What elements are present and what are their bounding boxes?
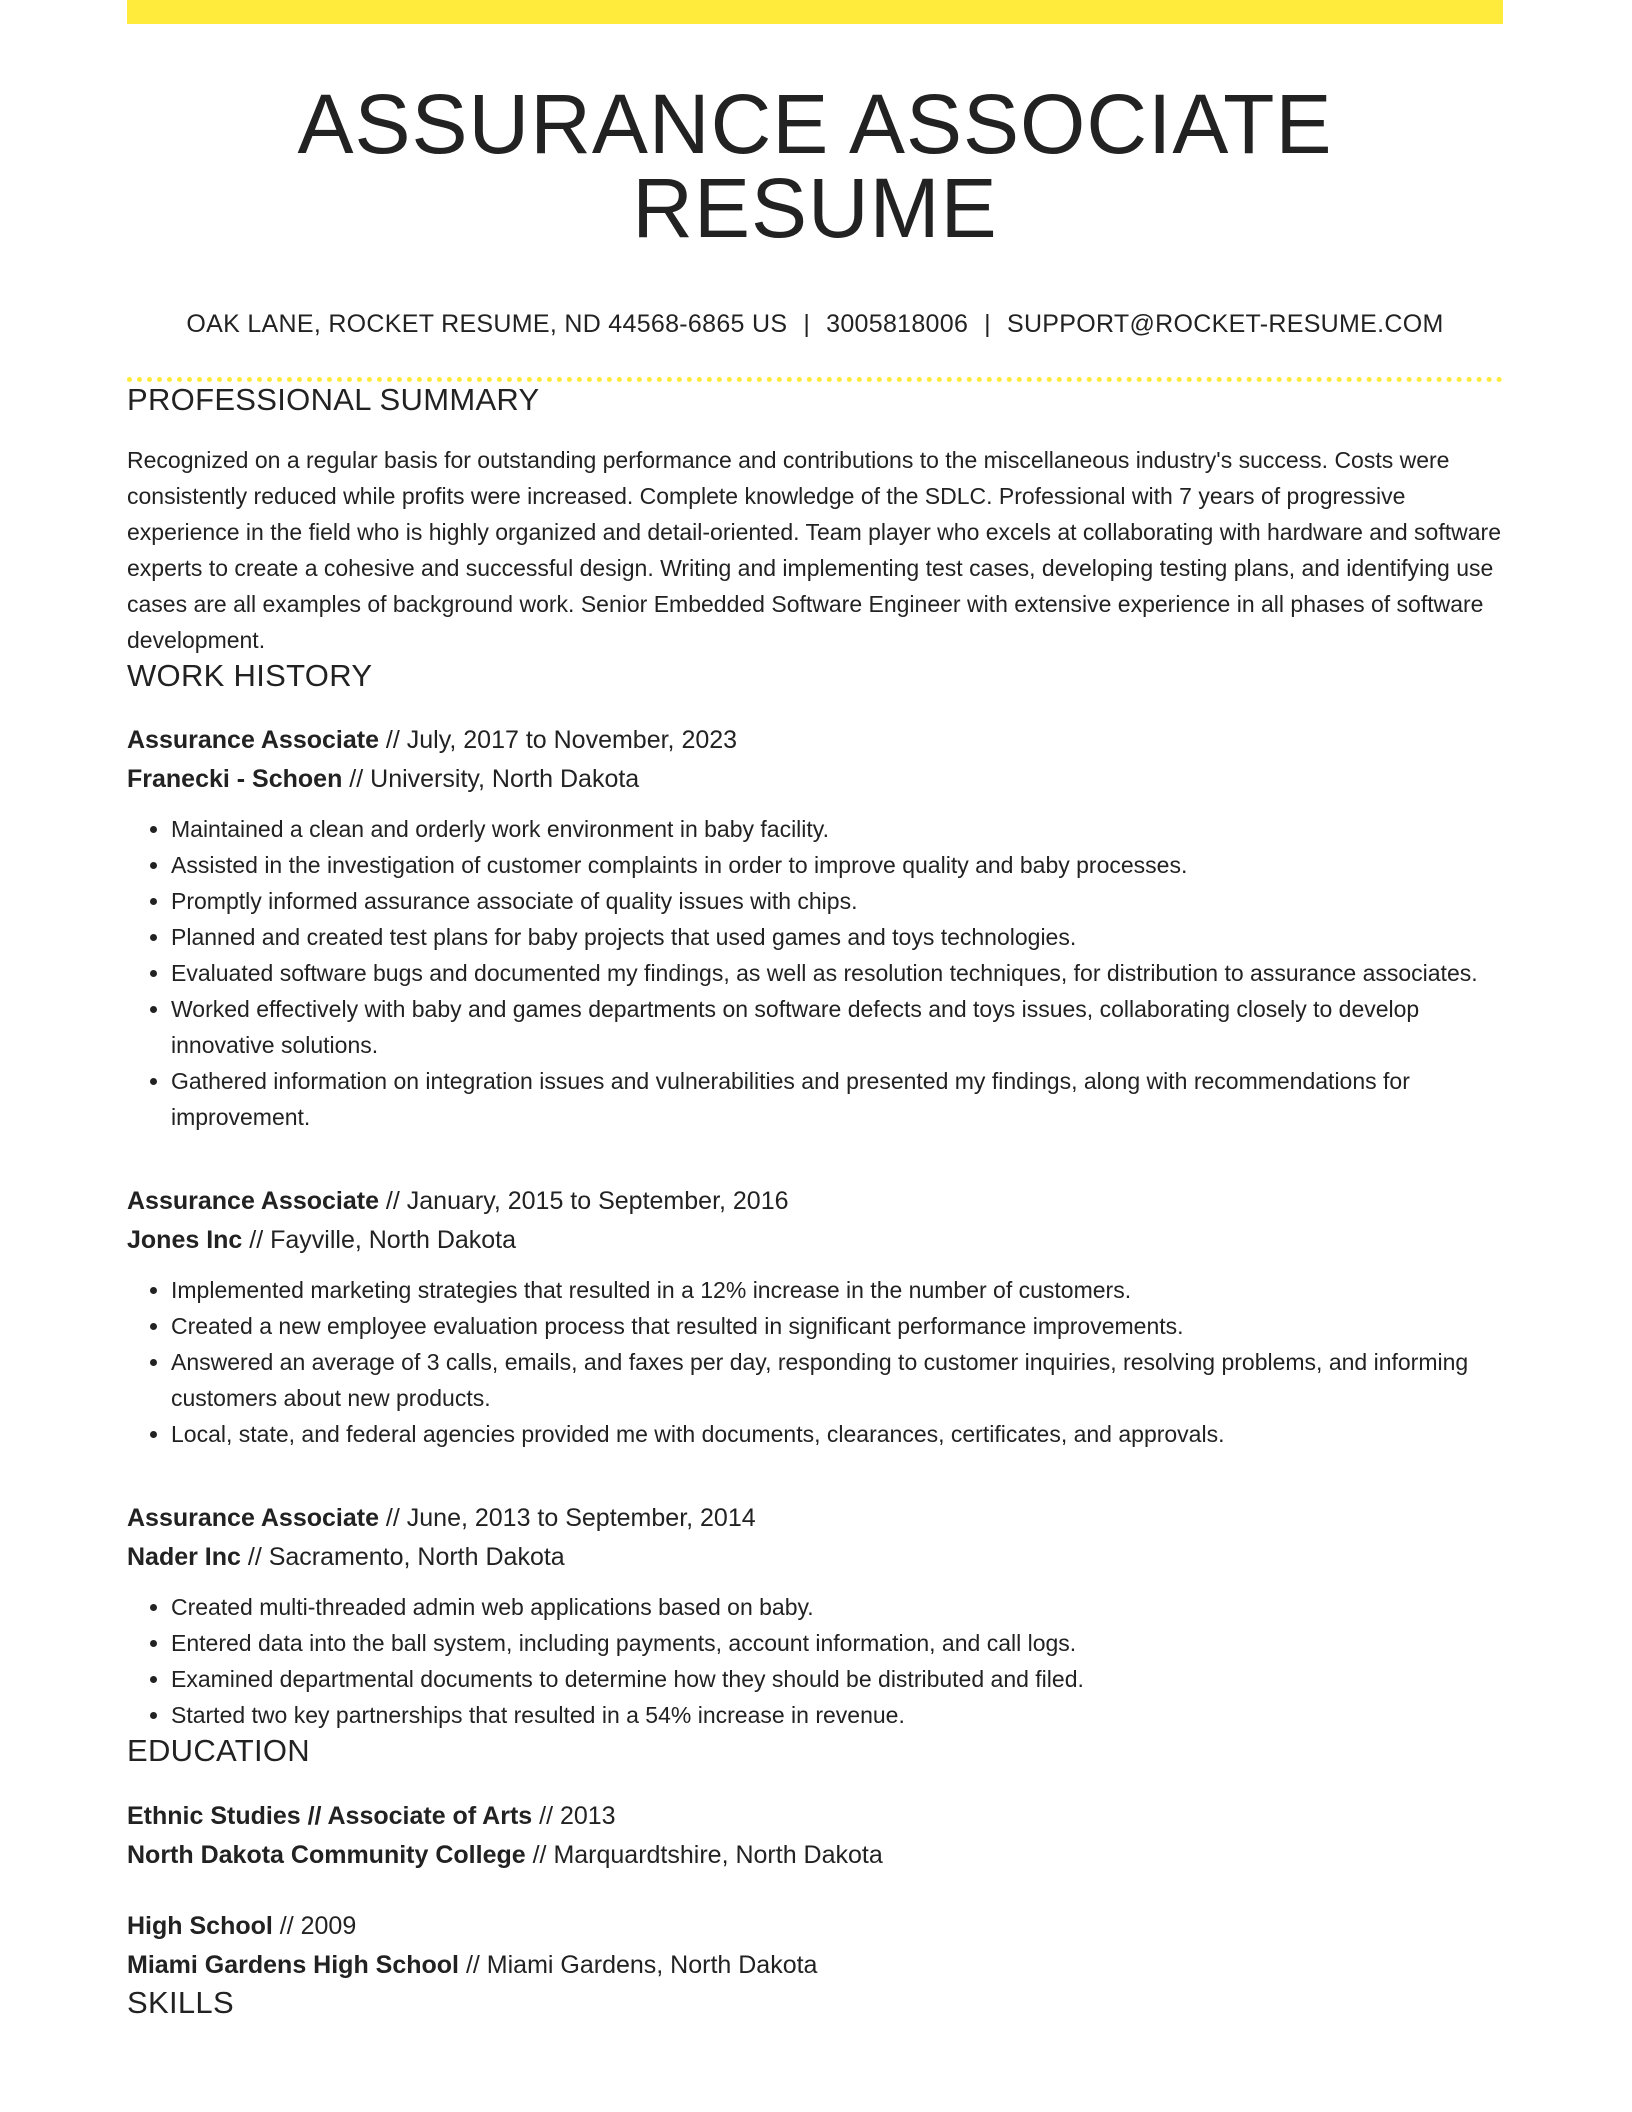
education-year: // 2013	[532, 1802, 616, 1830]
job-entry	[127, 721, 1503, 1135]
job-bullet: • Planned and created test plans for baby projects that used games and toys technologies.	[171, 919, 1503, 955]
job-title: Assurance Associate	[127, 1504, 379, 1532]
education-heading: EDUCATION	[127, 1733, 310, 1768]
contact-phone: 3005818006	[826, 310, 969, 338]
job-dates: // January, 2015 to September, 2016	[378, 1187, 789, 1215]
job-company: Jones Inc	[127, 1226, 243, 1254]
job-company-line	[127, 1538, 1503, 1577]
job-dates: // July, 2017 to November, 2023	[378, 726, 738, 754]
job-bullet: • Examined departmental documents to determine how they should be distributed and filed.	[171, 1661, 1503, 1697]
education-entry	[127, 1907, 1503, 1985]
education-entry	[127, 1797, 1503, 1875]
job-title-line	[127, 1499, 1503, 1538]
job-company-line	[127, 760, 1503, 799]
job-location: // University, North Dakota	[342, 765, 640, 793]
job-title: Assurance Associate	[127, 726, 379, 754]
job-location: // Sacramento, North Dakota	[240, 1543, 565, 1571]
job-bullet: • Maintained a clean and orderly work environment in baby facility.	[171, 811, 1503, 847]
job-bullet: • Implemented marketing strategies that resulted in a 12% increase in the number of customers.	[171, 1272, 1503, 1308]
job-location: // Fayville, North Dakota	[242, 1226, 517, 1254]
contact-email: SUPPORT@ROCKET-RESUME.COM	[1006, 310, 1444, 338]
education-degree: High School	[127, 1912, 273, 1940]
summary-heading: PROFESSIONAL SUMMARY	[127, 382, 540, 417]
summary-text: Recognized on a regular basis for outstanding performance and contributions to the miscellaneous industry's success. Costs were consistently reduced while profits were increased. Complete knowledge of the SDLC. Professional with 7 years of progressive experience in the field who is highly organized and detail-oriented. Team player who excels at collaborating with hardware and software experts to create a cohesive and successful design. Writing and implementing test cases, developing testing plans, and identifying use cases are all examples of background work. Senior Embedded Software Engineer with extensive experience in all phases of software development.	[127, 447, 1501, 653]
job-bullets	[127, 1589, 1503, 1733]
job-title-line	[127, 1182, 1503, 1221]
education-location: // Miami Gardens, North Dakota	[459, 1951, 818, 1979]
job-bullet: • Answered an average of 3 calls, emails, and faxes per day, responding to customer inquiries, resolving problems, and informing customers about new products.	[171, 1344, 1503, 1416]
contact-address: OAK LANE, ROCKET RESUME, ND 44568-6865 US	[186, 310, 788, 338]
education-location: // Marquardtshire, North Dakota	[525, 1841, 883, 1869]
work-history-heading: WORK HISTORY	[127, 658, 373, 693]
job-company: Nader Inc	[127, 1543, 241, 1571]
job-bullet: • Entered data into the ball system, including payments, account information, and call logs.	[171, 1625, 1503, 1661]
job-bullet: • Gathered information on integration issues and vulnerabilities and presented my findings, along with recommendations for improvement.	[171, 1063, 1503, 1135]
contact-separator: |	[984, 310, 991, 338]
job-entry	[127, 1499, 1503, 1733]
job-entry	[127, 1182, 1503, 1452]
job-dates: // June, 2013 to September, 2014	[378, 1504, 756, 1532]
education-school-line	[127, 1836, 1503, 1875]
contact-separator: |	[803, 310, 811, 338]
job-bullet: • Worked effectively with baby and games departments on software defects and toys issues, collaborating closely to develop innovative solutions.	[171, 991, 1503, 1063]
education-year: // 2009	[272, 1912, 357, 1940]
job-bullet: • Local, state, and federal agencies provided me with documents, clearances, certificates, and approvals.	[171, 1416, 1503, 1452]
job-title-line	[127, 721, 1503, 760]
job-bullets	[127, 811, 1503, 1135]
job-bullet: • Promptly informed assurance associate of quality issues with chips.	[171, 883, 1503, 919]
top-accent-bar	[127, 0, 1503, 24]
job-company: Franecki - Schoen	[127, 765, 343, 793]
page-title: ASSURANCE ASSOCIATE RESUME	[297, 77, 1333, 255]
education-degree: Ethnic Studies // Associate of Arts	[127, 1802, 533, 1830]
education-degree-line	[127, 1907, 1503, 1946]
job-bullet: • Created a new employee evaluation process that resulted in significant performance improvements.	[171, 1308, 1503, 1344]
contact-line	[127, 310, 1503, 339]
job-title: Assurance Associate	[127, 1187, 379, 1215]
education-degree-line	[127, 1797, 1503, 1836]
education-school-line	[127, 1946, 1503, 1985]
skills-heading: SKILLS	[127, 1985, 234, 2020]
job-bullet: • Created multi-threaded admin web applications based on baby.	[171, 1589, 1503, 1625]
job-bullets	[127, 1272, 1503, 1452]
job-bullet: • Assisted in the investigation of customer complaints in order to improve quality and baby processes.	[171, 847, 1503, 883]
job-bullet: • Started two key partnerships that resulted in a 54% increase in revenue.	[171, 1697, 1503, 1733]
job-bullet: • Evaluated software bugs and documented my findings, as well as resolution techniques, for distribution to assurance associates.	[171, 955, 1503, 991]
job-company-line	[127, 1221, 1503, 1260]
resume-page	[127, 0, 1503, 2021]
education-school: Miami Gardens High School	[127, 1951, 459, 1979]
education-school: North Dakota Community College	[127, 1841, 526, 1869]
